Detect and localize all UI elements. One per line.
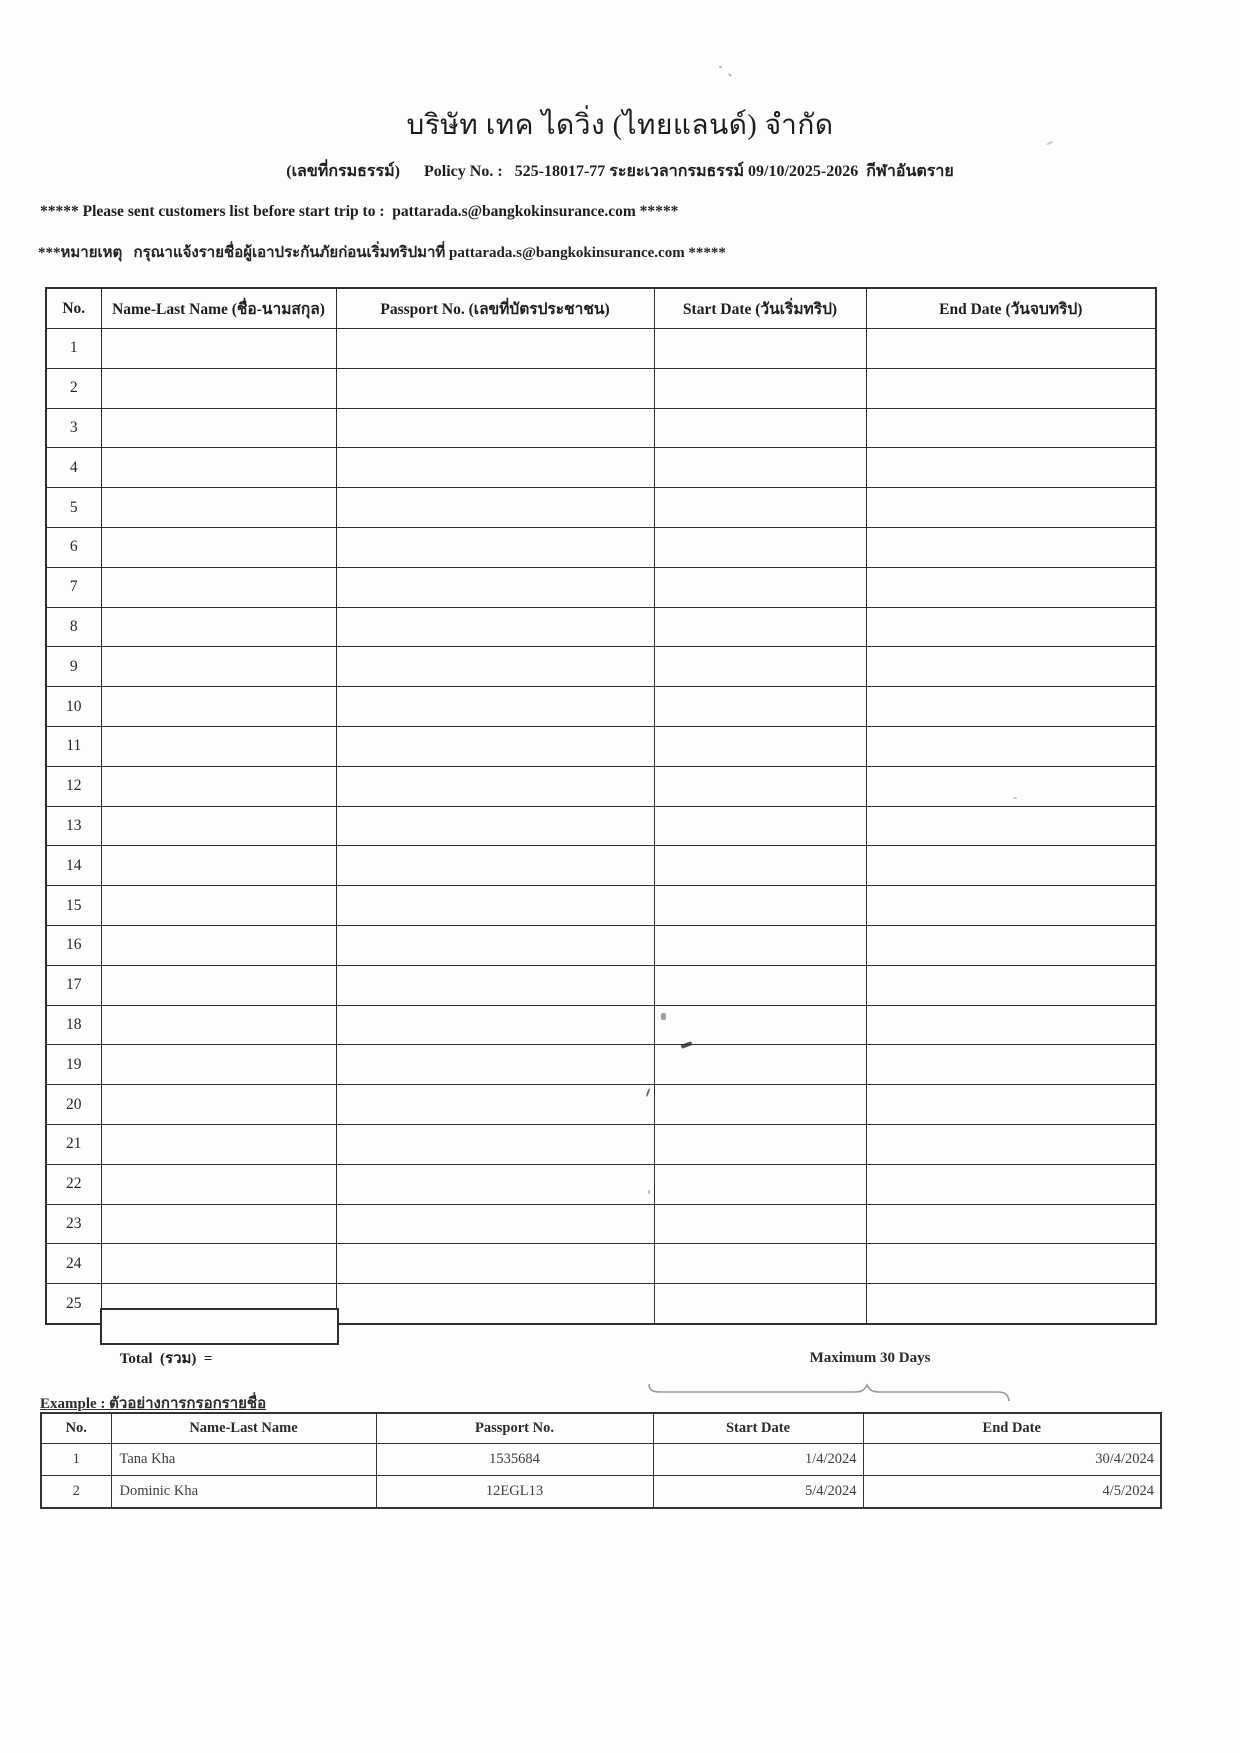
passport-cell bbox=[336, 846, 654, 886]
row-number-cell: 14 bbox=[46, 846, 101, 886]
table-row bbox=[46, 1244, 1156, 1284]
end-cell bbox=[866, 647, 1156, 687]
table-row bbox=[46, 1124, 1156, 1164]
passport-cell bbox=[336, 1204, 654, 1244]
row-number-cell: 22 bbox=[46, 1164, 101, 1204]
passport-cell bbox=[336, 886, 654, 926]
end-cell bbox=[866, 1284, 1156, 1324]
header-start-date: Start Date (วันเริ่มทริป) bbox=[654, 288, 866, 329]
table-row bbox=[46, 1045, 1156, 1085]
example-header-row bbox=[41, 1413, 1161, 1444]
example-header-no: No. bbox=[41, 1413, 111, 1444]
name-cell bbox=[101, 886, 336, 926]
table-row bbox=[46, 448, 1156, 488]
start-cell bbox=[654, 766, 866, 806]
example-end-cell: 4/5/2024 bbox=[863, 1476, 1161, 1509]
passport-cell bbox=[336, 1164, 654, 1204]
end-cell bbox=[866, 687, 1156, 727]
row-number-cell: 6 bbox=[46, 527, 101, 567]
start-cell bbox=[654, 687, 866, 727]
row-number-cell: 20 bbox=[46, 1085, 101, 1125]
start-cell bbox=[654, 567, 866, 607]
start-cell bbox=[654, 965, 866, 1005]
start-cell bbox=[654, 448, 866, 488]
example-end-cell: 30/4/2024 bbox=[863, 1444, 1161, 1476]
name-cell bbox=[101, 1045, 336, 1085]
row-number-cell: 13 bbox=[46, 806, 101, 846]
scan-artifact bbox=[1013, 797, 1017, 799]
end-cell bbox=[866, 607, 1156, 647]
example-name-cell: Dominic Kha bbox=[111, 1476, 376, 1509]
start-cell bbox=[654, 806, 866, 846]
name-cell bbox=[101, 766, 336, 806]
passport-cell bbox=[336, 1045, 654, 1085]
brace-icon bbox=[645, 1378, 1015, 1404]
start-cell bbox=[654, 647, 866, 687]
row-number-cell: 2 bbox=[46, 368, 101, 408]
name-cell bbox=[101, 965, 336, 1005]
end-cell bbox=[866, 1045, 1156, 1085]
end-cell bbox=[866, 846, 1156, 886]
passport-cell bbox=[336, 806, 654, 846]
end-cell bbox=[866, 726, 1156, 766]
row-number-cell: 21 bbox=[46, 1124, 101, 1164]
end-cell bbox=[866, 329, 1156, 369]
passport-cell bbox=[336, 687, 654, 727]
row-number-cell: 19 bbox=[46, 1045, 101, 1085]
name-cell bbox=[101, 368, 336, 408]
table-row bbox=[46, 368, 1156, 408]
passport-cell bbox=[336, 1284, 654, 1324]
row-number-cell: 10 bbox=[46, 687, 101, 727]
name-cell bbox=[101, 726, 336, 766]
passport-cell bbox=[336, 607, 654, 647]
name-cell bbox=[101, 846, 336, 886]
name-cell bbox=[101, 687, 336, 727]
row-number-cell: 9 bbox=[46, 647, 101, 687]
passport-cell bbox=[336, 1124, 654, 1164]
passport-cell bbox=[336, 1085, 654, 1125]
example-name-cell: Tana Kha bbox=[111, 1444, 376, 1476]
table-row bbox=[46, 1005, 1156, 1045]
end-cell bbox=[866, 368, 1156, 408]
start-cell bbox=[654, 886, 866, 926]
end-cell bbox=[866, 448, 1156, 488]
example-table bbox=[40, 1412, 1162, 1509]
start-cell bbox=[654, 1284, 866, 1324]
scan-artifact bbox=[648, 1190, 650, 1194]
start-cell bbox=[654, 368, 866, 408]
row-number-cell: 3 bbox=[46, 408, 101, 448]
end-cell bbox=[866, 925, 1156, 965]
start-cell bbox=[654, 527, 866, 567]
row-number-cell: 24 bbox=[46, 1244, 101, 1284]
passport-cell bbox=[336, 1244, 654, 1284]
table-row bbox=[46, 408, 1156, 448]
row-number-cell: 18 bbox=[46, 1005, 101, 1045]
total-box bbox=[100, 1308, 339, 1367]
table-row bbox=[46, 766, 1156, 806]
name-cell bbox=[101, 607, 336, 647]
header-passport: Passport No. (เลขที่บัตรประชาชน) bbox=[336, 288, 654, 329]
total-label: Total (รวม) = bbox=[119, 1351, 213, 1367]
end-cell bbox=[866, 488, 1156, 528]
table-row bbox=[46, 527, 1156, 567]
start-cell bbox=[654, 1045, 866, 1085]
row-number-cell: 12 bbox=[46, 766, 101, 806]
passport-cell bbox=[336, 965, 654, 1005]
header-end-date: End Date (วันจบทริป) bbox=[866, 288, 1156, 329]
name-cell bbox=[101, 647, 336, 687]
end-cell bbox=[866, 527, 1156, 567]
table-row bbox=[46, 965, 1156, 1005]
start-cell bbox=[654, 1085, 866, 1125]
name-cell bbox=[101, 408, 336, 448]
end-cell bbox=[866, 1164, 1156, 1204]
table-row bbox=[46, 846, 1156, 886]
example-header-end-date: End Date bbox=[863, 1413, 1161, 1444]
name-cell bbox=[101, 925, 336, 965]
table-row bbox=[46, 329, 1156, 369]
passport-cell bbox=[336, 408, 654, 448]
passport-cell bbox=[336, 567, 654, 607]
name-cell bbox=[101, 1124, 336, 1164]
name-cell bbox=[101, 527, 336, 567]
policy-number-line: (เลขที่กรมธรรม์) Policy No. : 525-18017-77 ระยะเวลากรมธรรม์ 09/10/2025-2026 กีฬาอันตราย bbox=[286, 163, 954, 180]
example-passport-cell: 12EGL13 bbox=[376, 1476, 653, 1509]
end-cell bbox=[866, 886, 1156, 926]
name-cell bbox=[101, 806, 336, 846]
name-cell bbox=[101, 448, 336, 488]
example-row bbox=[41, 1444, 1161, 1476]
company-title: บริษัท เทค ไดวิ่ง (ไทยแลนด์) จำกัด bbox=[406, 110, 834, 141]
scan-artifact bbox=[719, 66, 722, 68]
header-name: Name-Last Name (ชื่อ-นามสกุล) bbox=[101, 288, 336, 329]
passport-cell bbox=[336, 527, 654, 567]
name-cell bbox=[101, 488, 336, 528]
start-cell bbox=[654, 488, 866, 528]
row-number-cell: 8 bbox=[46, 607, 101, 647]
name-cell bbox=[101, 1005, 336, 1045]
end-cell bbox=[866, 965, 1156, 1005]
end-cell bbox=[866, 1204, 1156, 1244]
passport-cell bbox=[336, 488, 654, 528]
passport-cell bbox=[336, 766, 654, 806]
end-cell bbox=[866, 766, 1156, 806]
example-start-cell: 5/4/2024 bbox=[653, 1476, 863, 1509]
start-cell bbox=[654, 1124, 866, 1164]
end-cell bbox=[866, 1085, 1156, 1125]
passport-cell bbox=[336, 925, 654, 965]
row-number-cell: 23 bbox=[46, 1204, 101, 1244]
example-row bbox=[41, 1476, 1161, 1509]
name-cell bbox=[101, 1164, 336, 1204]
example-start-cell: 1/4/2024 bbox=[653, 1444, 863, 1476]
table-row bbox=[46, 1204, 1156, 1244]
table-row bbox=[46, 687, 1156, 727]
end-cell bbox=[866, 1124, 1156, 1164]
start-cell bbox=[654, 1164, 866, 1204]
table-row bbox=[46, 1085, 1156, 1125]
scan-artifact bbox=[728, 73, 732, 77]
table-row bbox=[46, 925, 1156, 965]
passport-cell bbox=[336, 1005, 654, 1045]
note-thai: ***หมายเหตุ กรุณาแจ้งรายชื่อผู้เอาประกันภัยก่อนเริ่มทริปมาที่ pattarada.s@bangkokinsurance.com ***** bbox=[38, 245, 726, 261]
name-cell bbox=[101, 1085, 336, 1125]
example-header-passport: Passport No. bbox=[376, 1413, 653, 1444]
max-days-note: Maximum 30 Days bbox=[809, 1350, 931, 1366]
row-number-cell: 15 bbox=[46, 886, 101, 926]
start-cell bbox=[654, 1244, 866, 1284]
table-row bbox=[46, 488, 1156, 528]
table-row bbox=[46, 607, 1156, 647]
table-row bbox=[46, 567, 1156, 607]
name-cell bbox=[101, 329, 336, 369]
passport-cell bbox=[336, 329, 654, 369]
name-cell bbox=[101, 567, 336, 607]
row-number-cell: 4 bbox=[46, 448, 101, 488]
passport-cell bbox=[336, 726, 654, 766]
table-header-row bbox=[46, 288, 1156, 329]
table-row bbox=[46, 1164, 1156, 1204]
table-row bbox=[46, 726, 1156, 766]
end-cell bbox=[866, 408, 1156, 448]
row-number-cell: 1 bbox=[46, 329, 101, 369]
header-no: No. bbox=[46, 288, 101, 329]
end-cell bbox=[866, 1244, 1156, 1284]
passport-cell bbox=[336, 647, 654, 687]
start-cell bbox=[654, 846, 866, 886]
row-number-cell: 16 bbox=[46, 925, 101, 965]
passport-cell bbox=[336, 448, 654, 488]
start-cell bbox=[654, 607, 866, 647]
row-number-cell: 11 bbox=[46, 726, 101, 766]
row-number-cell: 17 bbox=[46, 965, 101, 1005]
customer-list-table bbox=[45, 287, 1157, 1325]
row-number-cell: 5 bbox=[46, 488, 101, 528]
example-header-start-date: Start Date bbox=[653, 1413, 863, 1444]
note-english: ***** Please sent customers list before start trip to : pattarada.s@bangkokinsurance.com ***** bbox=[40, 203, 679, 220]
start-cell bbox=[654, 408, 866, 448]
start-cell bbox=[654, 726, 866, 766]
example-no-cell: 2 bbox=[41, 1476, 111, 1509]
example-header-name: Name-Last Name bbox=[111, 1413, 376, 1444]
example-passport-cell: 1535684 bbox=[376, 1444, 653, 1476]
name-cell bbox=[101, 1244, 336, 1284]
example-section-label: Example : ตัวอย่างการกรอกรายชื่อ bbox=[40, 1396, 267, 1412]
end-cell bbox=[866, 806, 1156, 846]
name-cell bbox=[101, 1204, 336, 1244]
end-cell bbox=[866, 567, 1156, 607]
table-row bbox=[46, 806, 1156, 846]
table-row bbox=[46, 647, 1156, 687]
row-number-cell: 7 bbox=[46, 567, 101, 607]
passport-cell bbox=[336, 368, 654, 408]
scan-artifact bbox=[661, 1013, 666, 1020]
end-cell bbox=[866, 1005, 1156, 1045]
table-row bbox=[46, 886, 1156, 926]
row-number-cell: 25 bbox=[46, 1284, 101, 1324]
start-cell bbox=[654, 329, 866, 369]
start-cell bbox=[654, 1005, 866, 1045]
start-cell bbox=[654, 925, 866, 965]
start-cell bbox=[654, 1204, 866, 1244]
example-no-cell: 1 bbox=[41, 1444, 111, 1476]
